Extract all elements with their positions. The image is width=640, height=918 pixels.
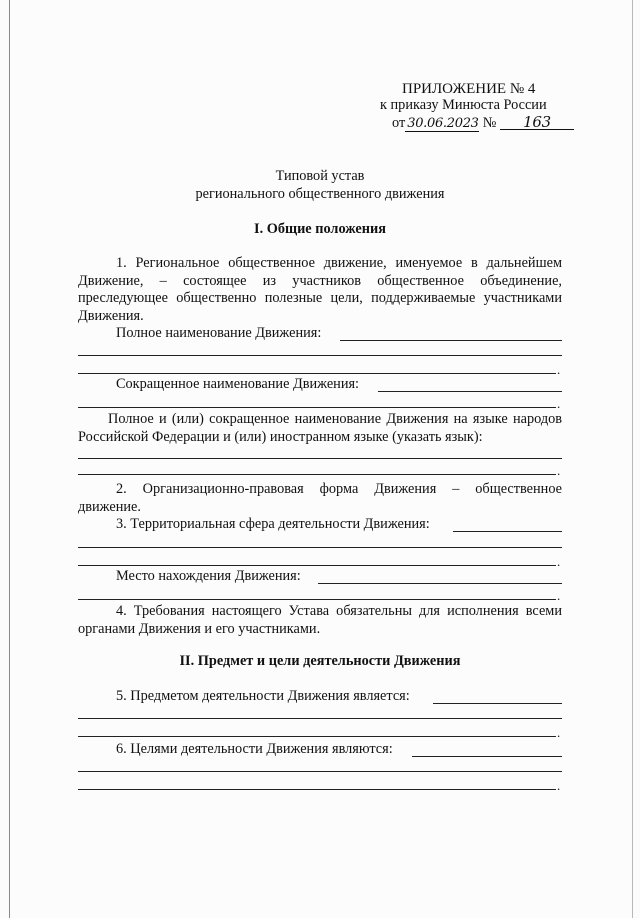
territory-end-dot: . (557, 554, 561, 569)
language-name-end-dot: . (557, 463, 561, 478)
subject-end-dot: . (557, 725, 561, 740)
full-name-end-dot: . (557, 362, 561, 377)
full-name-label: Полное наименование Движения: (116, 325, 322, 341)
short-name-fill-line-2 (78, 407, 556, 408)
full-name-fill-line-3 (78, 373, 556, 374)
full-name-fill-line-2 (78, 355, 562, 356)
subject-fill-line-3 (78, 736, 556, 737)
document-title-line1: Типовой устав (275, 168, 365, 184)
paragraph-2: 2. Организационно-правовая форма Движения – общественное движение. (78, 481, 562, 515)
number-sign: № (482, 115, 497, 131)
short-name-end-dot: . (557, 396, 561, 411)
handwritten-date: 30.06.2023 (407, 116, 479, 131)
goals-fill-line-2 (78, 771, 562, 772)
location-fill-line-1 (318, 583, 562, 584)
scan-border-left (9, 0, 10, 918)
handwritten-number: 163 (500, 115, 574, 130)
territory-fill-line-1 (453, 531, 562, 532)
language-name-fill-line-2 (78, 474, 556, 475)
goals-end-dot: . (557, 778, 561, 793)
goals-fill-line-1 (412, 756, 562, 757)
paragraph-4: 4. Требования настоящего Устава обязательны для исполнения всеми органами Движения и его участниками. (78, 603, 562, 637)
order-date-number (392, 115, 574, 132)
order-reference: к приказу Минюста России (380, 97, 547, 113)
subject-label: 5. Предметом деятельности Движения является: (116, 688, 410, 704)
paragraph-1: 1. Региональное общественное движение, именуемое в дальнейшем Движение, – состоящее из участников общественное объединение, преследующее общественно полезные цели, поддерживаемые участниками Движения. (78, 255, 562, 324)
territory-fill-line-3 (78, 565, 556, 566)
subject-fill-line-1 (433, 703, 562, 704)
section-2-heading: II. Предмет и цели деятельности Движения (179, 653, 461, 669)
date-prefix: от (392, 115, 406, 131)
language-name-fill-line-1 (78, 458, 562, 459)
location-end-dot: . (557, 588, 561, 603)
location-fill-line-2 (78, 599, 556, 600)
territory-label: 3. Территориальная сфера деятельности Движения: (116, 516, 430, 532)
full-name-fill-line-1 (340, 340, 562, 341)
appendix-title: ПРИЛОЖЕНИЕ № 4 (402, 81, 536, 97)
scan-border-right (632, 0, 633, 918)
location-label: Место нахождения Движения: (116, 568, 301, 584)
document-title-line2: регионального общественного движения (195, 186, 445, 202)
goals-label: 6. Целями деятельности Движения являются: (116, 741, 393, 757)
short-name-label: Сокращенное наименование Движения: (116, 376, 360, 392)
section-1-heading: I. Общие положения (254, 221, 386, 237)
subject-fill-line-2 (78, 718, 562, 719)
territory-fill-line-2 (78, 547, 562, 548)
short-name-fill-line-1 (378, 391, 562, 392)
language-name-paragraph: Полное и (или) сокращенное наименование Движения на языке народов Российской Федерации и (или) иностранном языке (указать язык): (78, 411, 562, 445)
goals-fill-line-3 (78, 789, 556, 790)
